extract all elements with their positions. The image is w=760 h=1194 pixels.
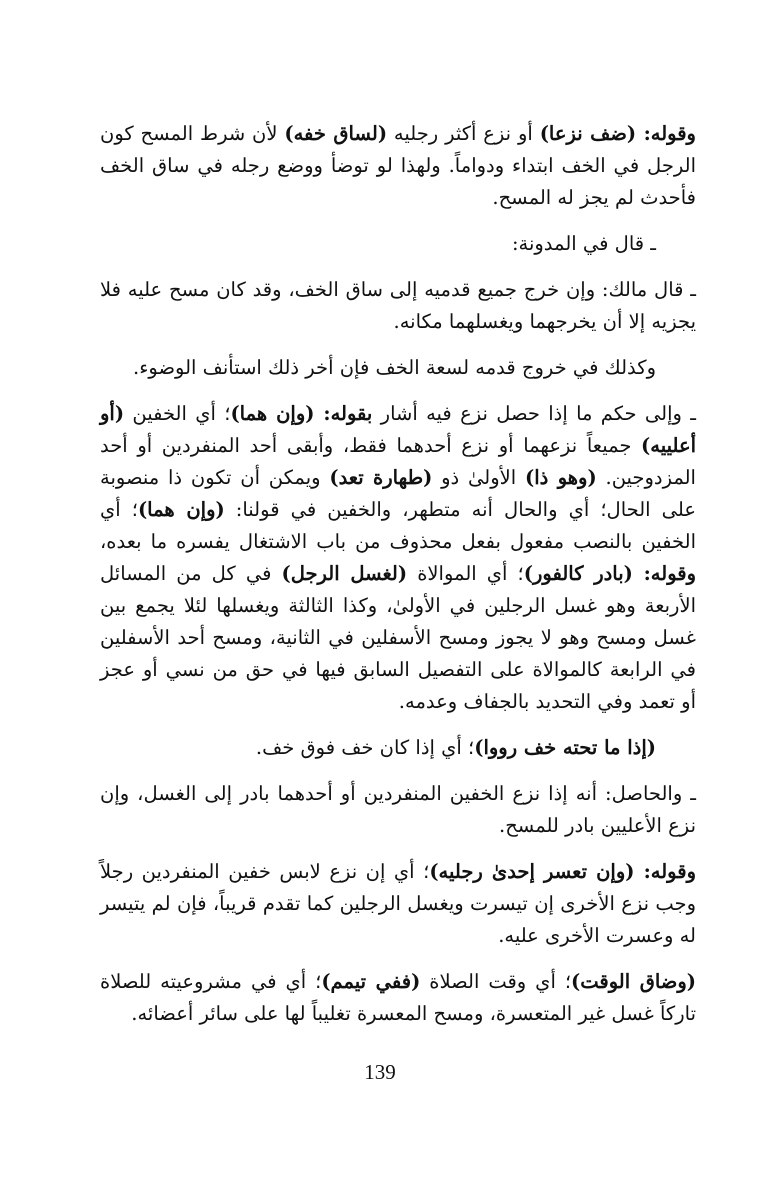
text-run: جميعاً نزعهما أو نزع أحدهما فقط، وأبقى أحد المنفردين أو أحد المزدوجين. <box>100 434 696 489</box>
text-run: أو نزع أكثر رجليه <box>387 122 540 145</box>
text-run: ؛ أي الخفين بالنصب مفعول بفعل محذوف من باب الاشتغال يفسره ما بعده، <box>100 498 696 553</box>
text-run: (وهو ذا) <box>524 466 597 489</box>
text-run: (وضاق الوقت) <box>571 970 696 993</box>
page-number: 139 <box>364 1060 396 1084</box>
paragraph-1 <box>100 118 696 214</box>
text-run: الأولىٰ ذو <box>432 466 525 489</box>
text-run: لأن شرط المسح كون الرجل في الخف ابتداء ودواماً. ولهذا لو توضأ ووضع رجله في ساق الخف فأحدث لم يجز له المسح. <box>100 122 696 209</box>
text-run: (وإن هما) <box>137 498 225 521</box>
text-run: ؛ أي الموالاة <box>407 562 524 585</box>
paragraph-8 <box>100 856 696 952</box>
text-run: ويمكن أن تكون ذا منصوبة على الحال؛ أي والحال أنه متطهر، والخفين في قولنا: <box>100 466 696 521</box>
text-run: (لغسل الرجل) <box>281 562 408 585</box>
text-run: ؛ أي الخفين <box>124 402 231 425</box>
text-run: (ضف نزعا) <box>539 122 637 145</box>
paragraph-7 <box>100 778 696 842</box>
text-run: في كل من المسائل الأربعة وهو غسل الرجلين في الأولىٰ، وكذا الثالثة ويغسلها لئلا يجمع بين غسل ومسح وهو لا يجوز ومسح الأسفلين في الثانية، ومسح أحد الأسفلين في الرابعة كالموالاة على التفصيل السابق فيها في حق من نسي أو عجز أو تعمد وفي التحديد بالجفاف وعدمه. <box>100 562 696 713</box>
text-run: ـ قال في المدونة: <box>511 232 656 255</box>
paragraph-6 <box>100 732 696 764</box>
paragraph-5 <box>100 398 696 718</box>
page-body <box>100 118 696 1194</box>
text-run: (أو أعلييه) <box>100 402 697 457</box>
text-run: وقوله: (وإن تعسر إحدىٰ رجليه) <box>429 860 696 883</box>
text-run: ـ قال مالك: وإن خرج جميع قدميه إلى ساق الخف، وقد كان مسح عليه فلا يجزيه إلا أن يخرجهما ويغسلهما مكانه. <box>100 278 696 333</box>
text-run: وقوله: (بادر كالفور) <box>523 562 697 585</box>
text-run: ؛ أي إن نزع لابس خفين المنفردين رجلاً وجب نزع الأخرى إن تيسرت ويغسل الرجلين كما تقدم قريباً، فإن لم يتيسر له وعسرت الأخرى عليه. <box>100 860 696 947</box>
text-run: (ففي تيمم) <box>321 970 421 993</box>
text-run: ـ والحاصل: أنه إذا نزع الخفين المنفردين أو أحدهما بادر إلى الغسل، وإن نزع الأعليين بادر للمسح. <box>100 782 696 837</box>
text-run: بقوله: (وإن هما) <box>230 402 373 425</box>
text-run: (إذا ما تحته خف رووا) <box>474 736 656 759</box>
text-run: ؛ أي إذا كان خف فوق خف. <box>255 736 475 759</box>
text-run: (لساق خفه) <box>284 122 388 145</box>
text-run: ـ وإلى حكم ما إذا حصل نزع فيه أشار <box>372 402 696 425</box>
paragraph-2 <box>100 228 696 260</box>
paragraph-4 <box>100 352 696 384</box>
text-run: (طهارة تعد) <box>329 466 433 489</box>
text-run: ؛ أي وقت الصلاة <box>420 970 572 993</box>
text-run: وكذلك في خروج قدمه لسعة الخف فإن أخر ذلك استأنف الوضوء. <box>133 356 656 379</box>
paragraph-9 <box>100 966 696 1030</box>
text-run: ؛ أي في مشروعيته للصلاة تاركاً غسل غير المتعسرة، ومسح المعسرة تغليباً لها على سائر أعضائه. <box>100 970 696 1025</box>
text-run: وقوله: <box>636 122 696 145</box>
paragraph-3 <box>100 274 696 338</box>
